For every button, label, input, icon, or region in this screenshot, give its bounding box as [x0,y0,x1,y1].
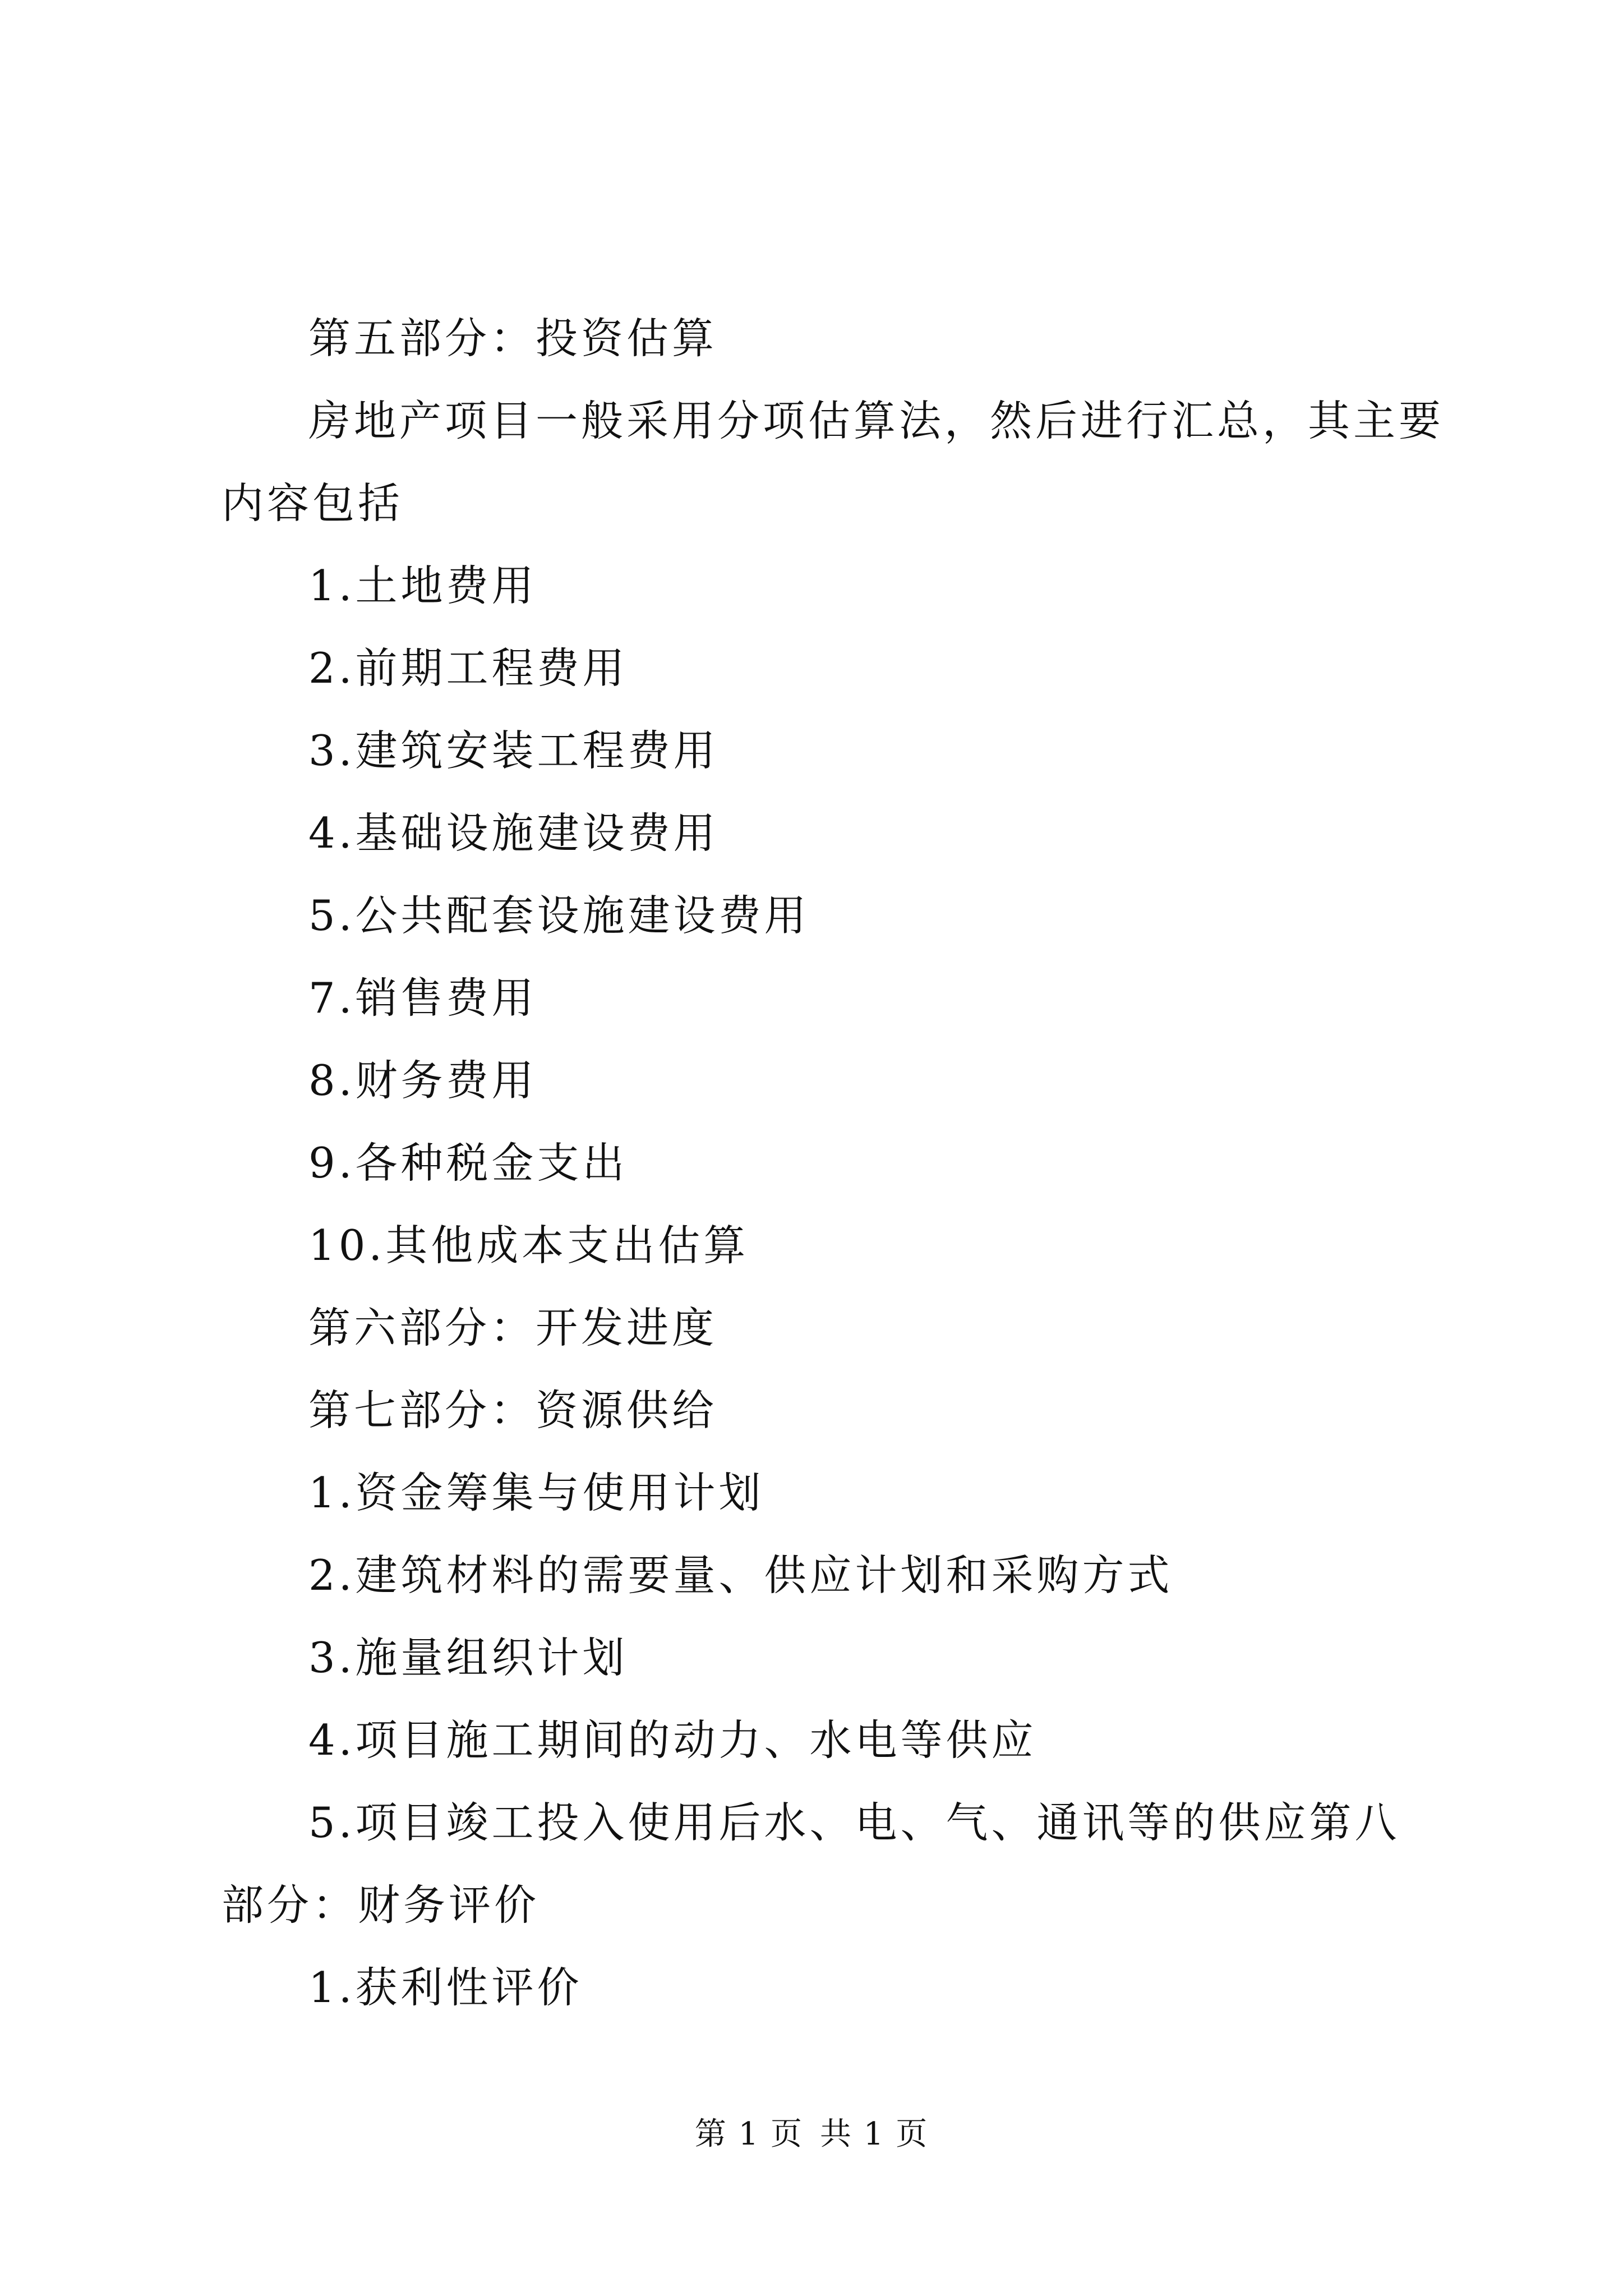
list-item: 5.公共配套设施建设费用 [308,891,810,940]
list-item: 3.施量组织计划 [308,1633,628,1682]
page-number: 第 1 页 [694,2116,803,2152]
intro-paragraph: 房地产项目一般采用分项估算法，然后进行汇总，其主要内容包括 [222,396,1445,528]
list-item: 3.建筑安装工程费用 [308,726,719,775]
document-body [222,297,1444,2029]
list-item: 10.其他成本支出估算 [308,1221,749,1270]
list-item: 7.销售费用 [308,973,537,1023]
page-footer [0,2112,1623,2157]
list-item: 4.项目施工期间的动力、水电等供应 [308,1715,1037,1765]
list-item: 1.土地费用 [308,561,537,610]
heading-part-seven: 第七部分：资源供给 [308,1386,718,1435]
list-item: 2.建筑材料的需要量、供应计划和采购方式 [308,1550,1173,1600]
list-item: 8.财务费用 [308,1056,537,1105]
list-item: 5.项目竣工投入使用后水、电、气、通讯等的供应第八部分：财务评价 [222,1798,1400,1930]
list-item: 9.各种税金支出 [308,1138,628,1188]
heading-part-six: 第六部分：开发进度 [308,1303,718,1352]
list-item: 1.获利性评价 [308,1963,583,2012]
page-total: 共 1 页 [820,2116,929,2152]
list-item: 2.前期工程费用 [308,643,628,693]
list-item: 1.资金筹集与使用计划 [308,1468,764,1517]
heading-part-five: 第五部分：投资估算 [308,314,718,363]
list-item: 4.基础设施建设费用 [308,808,719,858]
